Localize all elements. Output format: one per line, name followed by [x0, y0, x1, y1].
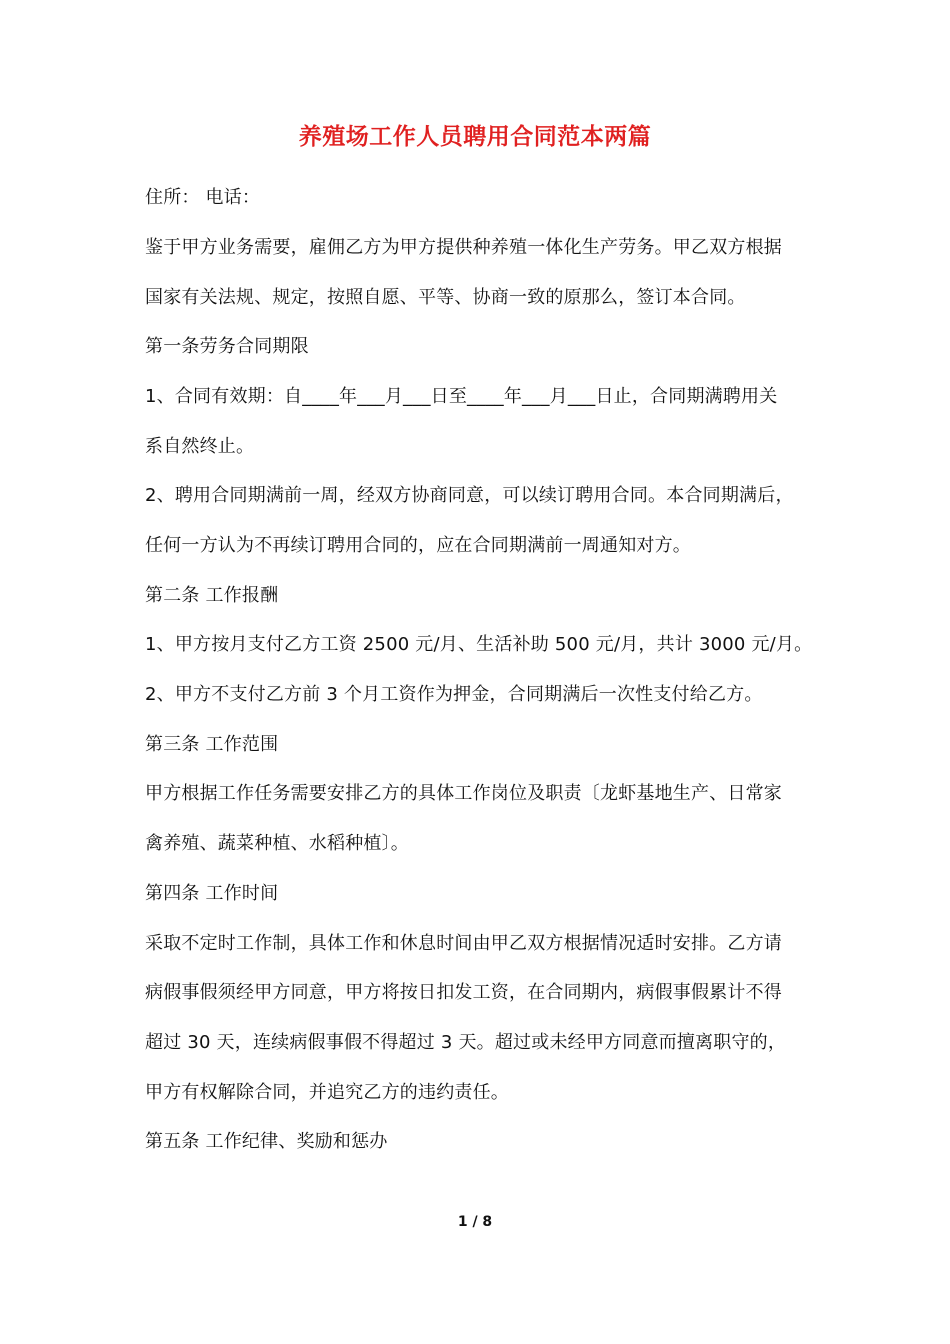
article-3-text-line-1: 甲方根据工作任务需要安排乙方的具体工作岗位及职责〔龙虾基地生产、日常家 [145, 783, 782, 804]
article-3-text-line-2: 禽养殖、蔬菜种植、水稻种植〕。 [145, 833, 409, 854]
article-2-clause-1: 1、甲方按月支付乙方工资 2500 元/月、生活补助 500 元/月，共计 3000 元/月。 [145, 634, 813, 655]
article-3-heading: 第三条 工作范围 [145, 734, 279, 755]
article-4-text-line-2: 病假事假须经甲方同意，甲方将按日扣发工资，在合同期内，病假事假累计不得 [145, 982, 782, 1003]
preamble-line-2: 国家有关法规、规定，按照自愿、平等、协商一致的原那么，签订本合同。 [145, 287, 746, 308]
article-1-heading: 第一条劳务合同期限 [145, 336, 309, 357]
article-2-heading: 第二条 工作报酬 [145, 585, 279, 606]
article-4-text-line-4: 甲方有权解除合同，并追究乙方的违约责任。 [145, 1082, 509, 1103]
article-4-heading: 第四条 工作时间 [145, 883, 279, 904]
article-1-clause-2-line-1: 2、聘用合同期满前一周，经双方协商同意，可以续订聘用合同。本合同期满后， [145, 485, 794, 506]
document-title: 养殖场工作人员聘用合同范本两篇 [298, 124, 652, 150]
article-4-text-line-3: 超过 30 天，连续病假事假不得超过 3 天。超过或未经甲方同意而擅离职守的， [145, 1032, 787, 1053]
article-2-clause-2: 2、甲方不支付乙方前 3 个月工资作为押金，合同期满后一次性支付给乙方。 [145, 684, 763, 705]
article-5-heading: 第五条 工作纪律、奖励和惩办 [145, 1131, 388, 1152]
page-number: 1 / 8 [457, 1214, 493, 1230]
article-1-clause-1-line-1: 1、合同有效期：自____年___月___日至____年___月___日止，合同期满聘用关 [145, 386, 778, 407]
preamble-line-1: 鉴于甲方业务需要，雇佣乙方为甲方提供种养殖一体化生产劳务。甲乙双方根据 [145, 237, 782, 258]
address-phone-line: 住所： 电话： [145, 187, 261, 208]
article-4-text-line-1: 采取不定时工作制，具体工作和休息时间由甲乙双方根据情况适时安排。乙方请 [145, 933, 782, 954]
article-1-clause-1-line-2: 系自然终止。 [145, 436, 255, 457]
article-1-clause-2-line-2: 任何一方认为不再续订聘用合同的，应在合同期满前一周通知对方。 [145, 535, 691, 556]
